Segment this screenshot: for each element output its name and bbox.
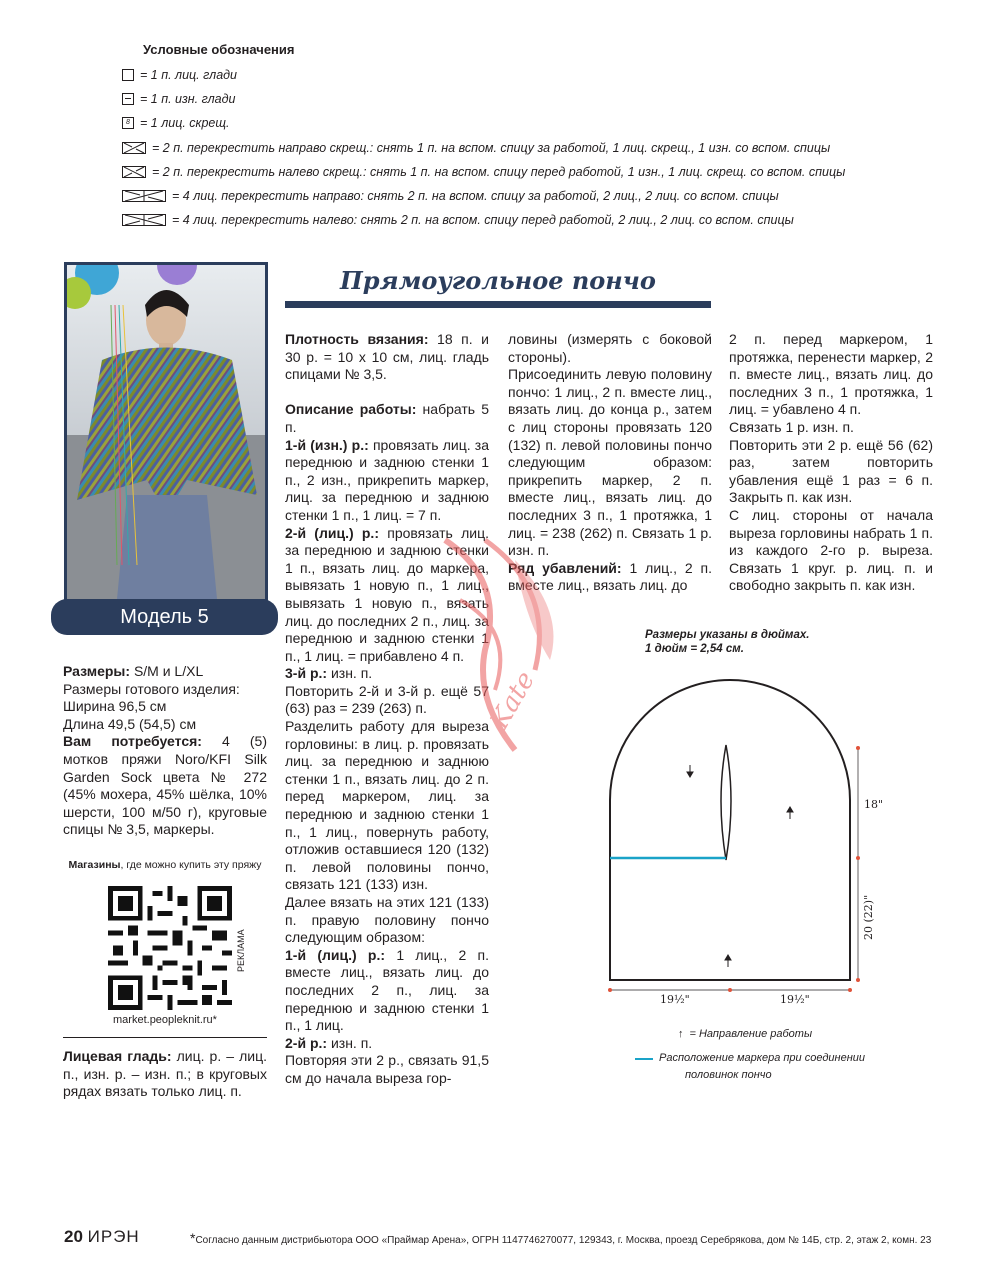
- row2-label: 2-й (лиц.) р.:: [285, 524, 379, 541]
- shops-label: Магазины: [68, 859, 121, 871]
- footnote-text: Согласно данным дистрибьютора ООО «Праймар Арена», ОГРН 1147746270077, 129343, г. Москва, проезд Серебрякова, дом № 14Б, стр. 2, этаж 2, комн. 23: [195, 1235, 932, 1246]
- legend-text: = 4 лиц. перекрестить налево: снять 2 п. на вспом. спицу перед работой, 2 лиц., 2 лиц. со вспом. спицы: [172, 213, 794, 227]
- direction-arrow-icon: ↑: [678, 1028, 684, 1040]
- stitch-block: [63, 1048, 267, 1101]
- legend-text: = 2 п. перекрестить налево скрещ.: снять 1 п. на вспом. спицу перед работой, 1 изн., 1 лиц. скрещ. со вспом. спицы: [152, 165, 846, 179]
- shops-text: , где можно купить эту пряжу: [120, 859, 262, 871]
- purl-square-icon: [122, 93, 134, 105]
- diagram-caption-line: Размеры указаны в дюймах.: [645, 629, 810, 641]
- paragraph: Повторить 2-й и 3-й р. ещё 57 (63) раз = 239 (263) п.: [285, 682, 489, 717]
- diagram-caption: [645, 628, 809, 656]
- legend-item: [122, 90, 236, 108]
- legend-text: = 1 п. лиц. глади: [140, 68, 238, 82]
- legend-item: [122, 211, 794, 229]
- paragraph: Связать 1 р. изн. п.: [729, 418, 854, 435]
- description-text: набрать 5 п.: [285, 401, 490, 435]
- legend-title: Условные обозначения: [143, 42, 295, 57]
- watermark-text: Kate: [484, 666, 542, 735]
- legend-item: [122, 187, 779, 205]
- paragraph: Присоединить левую половину пончо: 1 лиц., 2 п. вместе лиц., вязать лиц. до конца р., затем с лиц стороны провязать 120 (132) п. левой половины пончо следующим образом: прикрепить маркер, 2 п. вместе лиц., вязать лиц. до последних 3 п., 1 протяжка, 1 лиц. = 238 (262) п. Связать 1 р. изн. п.: [508, 366, 712, 559]
- title-underline: [285, 301, 711, 308]
- decrease-row-label: Ряд убавлений:: [508, 559, 622, 576]
- dim-side-label: 20 (22)": [862, 894, 875, 940]
- cross-right-2-icon: [122, 142, 146, 154]
- gauge-label: Плотность вязания:: [285, 331, 429, 347]
- row1-label: 1-й (изн.) р.:: [285, 436, 369, 453]
- sizes-block: [63, 663, 267, 839]
- direction-arrow-icon: [725, 955, 731, 967]
- legend-text: = 1 п. изн. глади: [140, 92, 236, 106]
- page-number: [64, 1227, 140, 1247]
- stitch-text: лиц. р. – лиц. п., изн. р. – изн. п.; в круговых рядах вязать только лиц. п.: [63, 1048, 267, 1100]
- arrow-legend: [678, 1028, 812, 1040]
- row1-text: провязать лиц. за переднюю и заднюю стенки 1 п., 2 изн., прикрепить маркер, лиц. за переднюю и заднюю стенки 1 п., 1 лиц. = 7 п.: [285, 436, 490, 523]
- gauge-text: 18 п. и 30 р. = 10 х 10 см, лиц. гладь спицами № 3,5.: [285, 331, 489, 383]
- row2b-text: изн. п.: [330, 1034, 373, 1051]
- qr-code[interactable]: [108, 886, 232, 1010]
- sizes-value: S/M и L/XL: [133, 663, 204, 679]
- shop-link[interactable]: market.peopleknit.ru*: [113, 1014, 217, 1026]
- row2b-label: 2-й р.:: [285, 1034, 328, 1051]
- instructions-column-3: [729, 331, 933, 595]
- row3-text: изн. п.: [330, 665, 373, 682]
- neck-opening: [721, 745, 731, 860]
- sizes-label: Размеры:: [63, 663, 131, 679]
- advertising-label: РЕКЛАМА: [236, 929, 246, 972]
- paragraph: С лиц. стороны от начала выреза горловины набрать 1 п. из каждого 2-го р. выреза. Связать 1 круг. р. лиц. п. и свободно закрыть п. как изн.: [729, 506, 933, 594]
- cross-left-4-icon: [122, 214, 166, 226]
- legend-text: = 2 п. перекрестить направо скрещ.: снять 1 п. на вспом. спицу за работой, 1 лиц. скрещ., 1 изн. со вспом. спицы: [152, 141, 831, 155]
- row1b-label: 1-й (лиц.) р.:: [285, 946, 386, 963]
- footnote-star: *: [190, 1230, 196, 1246]
- row2-text: провязать лиц. за переднюю и заднюю стенки 1 п., вязать лиц. до маркера, вывязать 1 новую п., 1 лиц., вывязать 1 новую п., вязать лиц. до последних 2 п., лиц. за переднюю и заднюю стенки 1 п., 1 лиц. = прибавлено 4 п.: [285, 524, 489, 664]
- arrow-legend-text: = Направление работы: [689, 1028, 813, 1040]
- marker-legend: [635, 1050, 865, 1084]
- knit-square-icon: [122, 69, 134, 81]
- materials-label: Вам потребуется:: [63, 733, 202, 750]
- paragraph: Повторяя эти 2 р., связать 91,5 см до начала выреза гор-: [285, 1052, 489, 1086]
- model-photo-illustration: [67, 265, 265, 599]
- direction-arrow-icon: [687, 765, 693, 777]
- legend-text: = 4 лиц. перекрестить направо: снять 2 п. на вспом. спицу за работой, 2 лиц., 2 лиц. со вспом. спицы: [172, 189, 779, 203]
- dim-bottom-left-label: 19½": [660, 993, 690, 1005]
- length-value: Длина 49,5 (54,5) см: [63, 715, 197, 732]
- marker-legend-text: половинок пончо: [685, 1069, 772, 1081]
- paragraph: Разделить работу для выреза горловины: в лиц. р. провязать лиц. за переднюю и заднюю стенки 1 п., вязать лиц. до 2 п. перед маркером, лиц. за переднюю и заднюю стенки 1 п., 1 лиц., повернуть работу, отложив оставшиеся 120 (132) п. левой половины пончо, связать 121 (133) изн.: [285, 718, 489, 893]
- footnote: [190, 1230, 931, 1246]
- poncho-schema: [600, 660, 890, 1005]
- description-label: Описание работы:: [285, 401, 417, 418]
- diagram-caption-line: 1 дюйм = 2,54 см.: [645, 643, 744, 655]
- dim-top-label: 18": [864, 798, 884, 811]
- twisted-knit-icon: 8: [122, 117, 134, 129]
- paragraph: ловины (измерять с боковой стороны).: [508, 331, 712, 365]
- width-value: Ширина 96,5 см: [63, 698, 167, 715]
- shops-caption: [63, 859, 267, 871]
- magazine-name: ИРЭН: [87, 1227, 140, 1246]
- paragraph: Повторить эти 2 р. ещё 56 (62) раз, затем повторить убавления ещё 1 раз = 6 п. Закрыть п. как изн.: [729, 436, 933, 506]
- stitch-label: Лицевая гладь:: [63, 1048, 172, 1064]
- page-number-value: 20: [64, 1227, 83, 1246]
- finished-label: Размеры готового изделия:: [63, 680, 240, 697]
- decrease-row-text: 1 лиц., 2 п. вместе лиц., вязать лиц. до: [508, 559, 713, 594]
- row3-label: 3-й р.:: [285, 665, 328, 682]
- dim-bottom-right-label: 19½": [780, 993, 810, 1005]
- cross-left-2-icon: [122, 166, 146, 178]
- model-tag: Модель 5: [51, 599, 278, 635]
- legend-item: [122, 163, 845, 181]
- legend-item: [122, 139, 830, 157]
- materials-text: 4 (5) мотков пряжи Noro/KFI Silk Garden Sock цвета № 272 (45% мохера, 45% шёлка, 10% шерсти, 100 м/50 г), круговые спицы № 3,5, маркеры.: [63, 733, 267, 838]
- row1b-text: 1 лиц., 2 п. вместе лиц., вязать лиц. до последних 2 п., лиц. за переднюю и заднюю стенки 1 п., 1 лиц.: [285, 946, 489, 1034]
- paragraph: 2 п. перед маркером, 1 протяжка, перенести маркер, 2 п. вместе лиц., вязать лиц. до последних 3 п., 1 протяжка, 1 лиц. = убавлено 4 п.: [729, 331, 933, 418]
- legend-text: = 1 лиц. скрещ.: [140, 116, 230, 130]
- legend-item: [122, 66, 237, 84]
- marker-legend-text: Расположение маркера при соединении: [659, 1052, 865, 1064]
- model-photo: [64, 262, 268, 602]
- page-title: Прямоугольное пончо: [340, 266, 656, 295]
- marker-swatch: [635, 1058, 653, 1060]
- watermark-logo: [425, 520, 575, 760]
- legend-item: [122, 114, 229, 132]
- divider: [63, 1037, 267, 1038]
- paragraph: Далее вязать на этих 121 (133) п. правую половину пончо следующим образом:: [285, 894, 489, 946]
- cross-right-4-icon: [122, 190, 166, 202]
- direction-arrow-icon: [787, 807, 793, 819]
